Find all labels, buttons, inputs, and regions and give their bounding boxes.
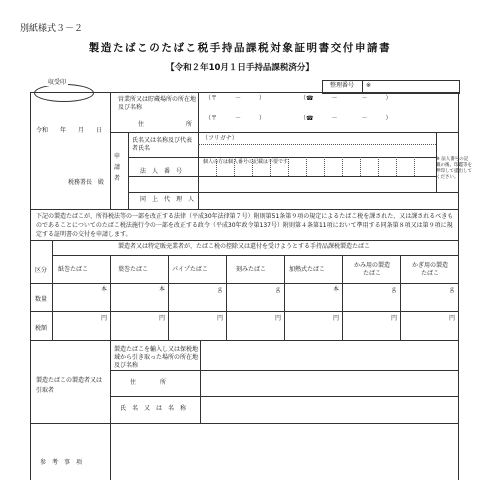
col-header-cigarettes: 紙巻たばこ bbox=[58, 266, 89, 273]
import-location-label: 製造たばこを輸入し又は保税地域から引き取った場所の所在地及び名称 bbox=[114, 346, 199, 369]
statement-text: 下記の製造たばこが、所得税法等の一部を改正する法律（平成30年法律第７号）附則第51条第９項の規定によるたばこ税を課された、又は課されるべきものであることについてのたばこ税法施行令の一部を改正する政令（平成30年政令第137号）附則第４条第11項において準用する同条第８項又は第９項に規定する証明書の交付を申請します。 bbox=[36, 213, 454, 238]
col-header-cut: 刻みたばこ bbox=[236, 266, 267, 273]
row-label-qty: 数量 bbox=[35, 296, 48, 303]
furigana-label: （フリガナ） bbox=[202, 135, 238, 142]
col-header-chewing: かみ用の製造たばこ bbox=[353, 262, 390, 277]
remarks-field[interactable] bbox=[111, 424, 457, 480]
corporate-number-label: 法 人 番 号 bbox=[140, 168, 183, 175]
page-subtitle: 【令和２年10月１日手持品課税済分】 bbox=[166, 63, 314, 73]
side-note: ※ 法人番号の記載の後、印鑑等を押印して提出してください。 bbox=[436, 157, 472, 180]
table-caption: 製造者又は特定販売業者が、たばこ税の控除又は還付を受けようとする手持品課税製造たばこ bbox=[118, 243, 371, 250]
stamp-area bbox=[34, 84, 94, 102]
location-label: 営業所又は貯蔵場所の所在地及び名称 bbox=[118, 96, 197, 111]
corporate-number-cells[interactable] bbox=[198, 157, 436, 176]
page-title: 製造たばこのたばこ税手持品課税対象証明書交付申請書 bbox=[88, 42, 392, 54]
tax-unit-cigars: 円 bbox=[159, 315, 166, 322]
tax-unit-cigarettes: 円 bbox=[101, 315, 108, 322]
row-label-tax: 税額 bbox=[35, 325, 48, 332]
zip-field-2[interactable]: （〒 － ） bbox=[205, 115, 266, 122]
qty-unit-pipe: ｇ bbox=[217, 286, 224, 293]
tax-unit-chewing: 円 bbox=[391, 315, 398, 322]
tel-field-1[interactable]: （☎ － － ） bbox=[300, 95, 392, 102]
remarks-label: 参 考 事 項 bbox=[40, 459, 83, 466]
individual-note: 個人の方は個人番号の記載は不要です。 bbox=[203, 159, 293, 165]
zip-field-1[interactable]: （〒 － ） bbox=[205, 95, 266, 102]
tel-field-2[interactable]: （☎ － － ） bbox=[300, 115, 392, 122]
name-label: 氏名又は名称及び代表者氏名 bbox=[132, 137, 193, 152]
qty-unit-cigarettes: 本 bbox=[101, 286, 108, 293]
qty-unit-cut: ｇ bbox=[275, 286, 282, 293]
tax-unit-cut: 円 bbox=[275, 315, 282, 322]
qty-unit-heated: 本 bbox=[333, 286, 340, 293]
qty-unit-snuff: ｇ bbox=[449, 286, 456, 293]
date-field[interactable]: 令和 年 月 日 bbox=[36, 127, 103, 134]
manufacturer-label: 製造たばこの製造者又は引取者 bbox=[36, 377, 103, 394]
qty-unit-chewing: ｇ bbox=[391, 286, 398, 293]
qty-unit-cigars: 本 bbox=[159, 286, 166, 293]
tax-unit-pipe: 円 bbox=[217, 315, 224, 322]
row-label-kind: 区分 bbox=[35, 267, 48, 274]
tax-unit-snuff: 円 bbox=[449, 315, 456, 322]
col-header-heated: 加熱式たばこ bbox=[289, 266, 326, 273]
manufacturer-name-label: 氏 名 又 は 名 称 bbox=[120, 405, 187, 412]
applicant-vertical-label: 申 請 者 bbox=[114, 153, 127, 182]
col-header-pipe: パイプたばこ bbox=[172, 266, 208, 273]
col-header-cigars: 葉巻たばこ bbox=[118, 266, 149, 273]
stamp-label: 収受印 bbox=[48, 79, 67, 86]
receipt-number-label: 整理番号 bbox=[330, 82, 355, 89]
address-label: 住 所 bbox=[138, 121, 193, 128]
agent-label: 同 上 代 理 人 bbox=[140, 196, 195, 203]
tax-unit-heated: 円 bbox=[333, 315, 340, 322]
form-number: 別紙様式３－２ bbox=[20, 24, 84, 34]
receipt-number-value: ※ bbox=[366, 82, 372, 89]
tax-office-label: 税務署長 殿 bbox=[68, 179, 105, 186]
col-header-snuff: かぎ用の製造たばこ bbox=[411, 262, 448, 277]
manufacturer-address-label: 住 所 bbox=[130, 379, 167, 386]
